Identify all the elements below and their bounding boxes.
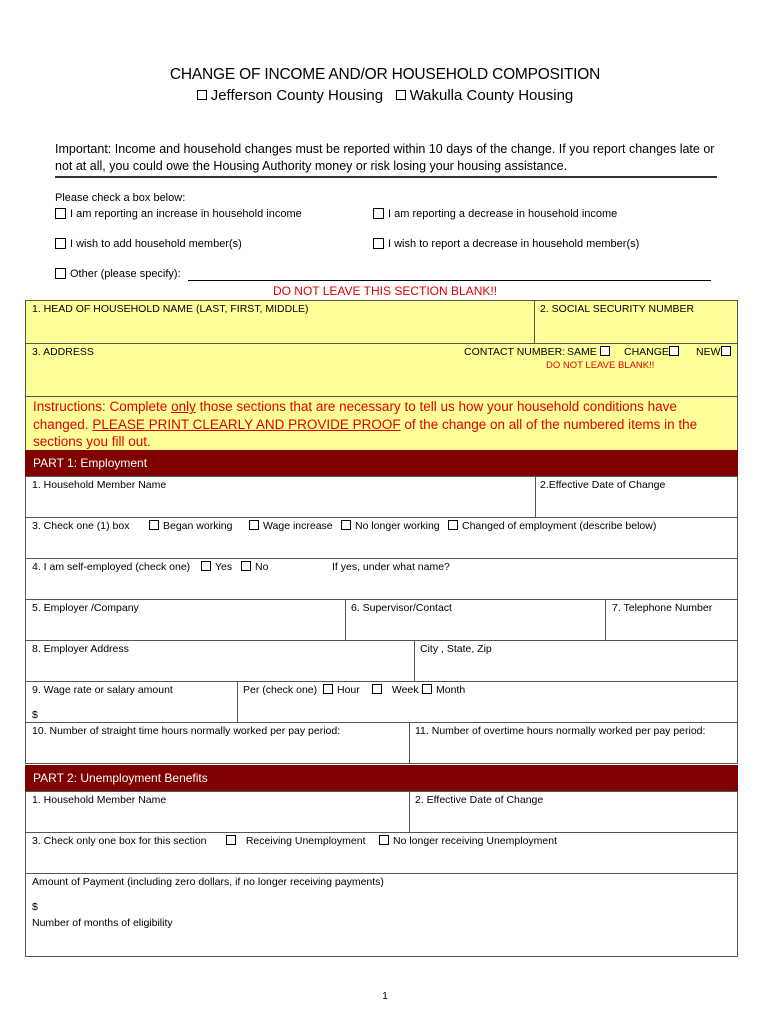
per-week-option[interactable]: [372, 684, 419, 696]
decrease-income-checkbox[interactable]: [373, 208, 384, 219]
self-employed-yes-label: Yes: [215, 561, 233, 573]
p2-effective-date-cell[interactable]: [409, 791, 738, 833]
changed-employment-checkbox[interactable]: [448, 520, 458, 530]
change-checkbox[interactable]: [669, 346, 679, 356]
p1-member-name-cell[interactable]: [25, 476, 536, 518]
form-title: CHANGE OF INCOME AND/OR HOUSEHOLD COMPOSITION: [169, 66, 601, 83]
instructions-clearly: PLEASE PRINT CLEARLY AND PROVIDE PROOF: [92, 416, 401, 432]
other-label: Other (please specify):: [70, 268, 181, 280]
contact-warning: DO NOT LEAVE BLANK!!: [546, 360, 655, 371]
housing-options: [0, 87, 770, 104]
decrease-member-checkbox[interactable]: [373, 238, 384, 249]
instructions-part2: those sections that are necessary to tell us how your household conditions have changed.: [33, 399, 677, 432]
self-employed-label: 4. I am self-employed (check one): [32, 561, 191, 573]
employer-cell[interactable]: [25, 599, 346, 641]
per-month-label: Month: [436, 684, 466, 696]
no-longer-receiving-option[interactable]: [379, 835, 557, 847]
changed-employment-label: Changed of employment (describe below): [462, 520, 657, 532]
receiving-option[interactable]: [226, 835, 365, 847]
employer-address-label: 8. Employer Address: [32, 643, 129, 655]
no-longer-working-label: No longer working: [355, 520, 440, 532]
overtime-hours-label: 11. Number of overtime hours normally worked per pay period:: [415, 725, 706, 737]
p1-member-name-label: 1. Household Member Name: [32, 479, 167, 491]
self-employed-yes-option[interactable]: [201, 561, 232, 573]
p2-member-name-label: 1. Household Member Name: [32, 794, 167, 806]
per-week-checkbox[interactable]: [372, 684, 382, 694]
p1-check-one-cell: [25, 517, 738, 559]
important-text: Income and household changes must be reported within 10 days of the change. If you report changes late or not at all, you could owe the Housing Authority money or risk losing your housing assistance.: [55, 142, 715, 173]
per-hour-checkbox[interactable]: [323, 684, 333, 694]
decrease-member-label: I wish to report a decrease in household member(s): [388, 238, 640, 250]
wakulla-label: Wakulla County Housing: [409, 87, 574, 104]
receiving-label: Receiving Unemployment: [245, 835, 366, 847]
ssn-cell[interactable]: [534, 300, 738, 344]
began-working-label: Began working: [163, 520, 233, 532]
began-working-checkbox[interactable]: [149, 520, 159, 530]
per-month-option[interactable]: [422, 684, 465, 696]
no-longer-working-option[interactable]: [341, 520, 440, 532]
under-name-label: If yes, under what name?: [332, 561, 450, 573]
per-hour-option[interactable]: [323, 684, 360, 696]
per-label: Per (check one): [243, 684, 318, 696]
instructions-cell: [25, 396, 738, 450]
check-heading: Please check a box below:: [55, 192, 186, 204]
head-name-cell[interactable]: [25, 300, 535, 344]
no-longer-receiving-label: No longer receiving Unemployment: [393, 835, 557, 847]
same-label: SAME: [567, 346, 597, 358]
contact-label: CONTACT NUMBER:: [464, 346, 566, 358]
same-option[interactable]: [567, 346, 614, 358]
p2-effective-date-label: 2. Effective Date of Change: [415, 794, 544, 806]
wage-increase-option[interactable]: [249, 520, 333, 532]
same-checkbox[interactable]: [600, 346, 610, 356]
employer-address-cell[interactable]: [25, 640, 415, 682]
instructions-part3: of the change on all of the numbered items in the sections you fill out.: [33, 416, 698, 449]
jefferson-checkbox[interactable]: [197, 90, 207, 100]
straight-hours-label: 10. Number of straight time hours normally worked per pay period:: [32, 725, 341, 737]
address-cell[interactable]: [25, 343, 738, 397]
self-employed-no-option[interactable]: [241, 561, 268, 573]
telephone-label: 7. Telephone Number: [612, 602, 713, 614]
add-member-label: I wish to add household member(s): [70, 238, 242, 250]
change-option[interactable]: [624, 346, 683, 358]
divider: [55, 176, 717, 178]
wage-rate-label: 9. Wage rate or salary amount: [32, 684, 173, 696]
p1-self-employed-cell: [25, 558, 738, 600]
per-month-checkbox[interactable]: [422, 684, 432, 694]
p1-effective-date-cell[interactable]: [535, 476, 738, 518]
instructions-text: [33, 398, 733, 451]
instructions-only: only: [171, 399, 196, 414]
per-hour-label: Hour: [337, 684, 360, 696]
self-employed-no-checkbox[interactable]: [241, 561, 251, 571]
new-checkbox[interactable]: [721, 346, 731, 356]
receiving-checkbox[interactable]: [226, 835, 236, 845]
address-label: 3. ADDRESS: [32, 346, 94, 358]
no-longer-working-checkbox[interactable]: [341, 520, 351, 530]
p2-check-only-cell: [25, 832, 738, 874]
no-longer-receiving-checkbox[interactable]: [379, 835, 389, 845]
straight-hours-cell[interactable]: [25, 722, 410, 764]
other-specify-line[interactable]: [188, 280, 711, 281]
important-notice: [55, 141, 725, 175]
began-working-option[interactable]: [149, 520, 232, 532]
add-member-checkbox[interactable]: [55, 238, 66, 249]
other-option[interactable]: [55, 268, 181, 280]
overtime-hours-cell[interactable]: [409, 722, 738, 764]
wakulla-checkbox[interactable]: [396, 90, 406, 100]
decrease-income-option[interactable]: [373, 208, 617, 220]
wage-rate-cell[interactable]: [25, 681, 238, 723]
city-state-zip-label: City , State, Zip: [420, 643, 492, 655]
jefferson-label: Jefferson County Housing: [210, 87, 384, 104]
section-warning: DO NOT LEAVE THIS SECTION BLANK!!: [272, 284, 498, 298]
p1-check-one-label: 3. Check one (1) box: [32, 520, 130, 532]
increase-income-checkbox[interactable]: [55, 208, 66, 219]
change-label: CHANGE: [624, 346, 669, 358]
self-employed-no-label: No: [255, 561, 269, 573]
part2-header: PART 2: Unemployment Benefits: [25, 765, 738, 792]
payment-dollar: $: [32, 901, 38, 913]
decrease-member-option[interactable]: [373, 238, 639, 250]
wage-dollar: $: [32, 709, 38, 721]
increase-income-label: I am reporting an increase in household income: [70, 208, 302, 220]
other-checkbox[interactable]: [55, 268, 66, 279]
new-option[interactable]: [696, 346, 735, 358]
changed-employment-option[interactable]: [448, 520, 656, 532]
months-eligibility-label: Number of months of eligibility: [32, 917, 173, 929]
add-member-option[interactable]: [55, 238, 242, 250]
wage-increase-label: Wage increase: [263, 520, 333, 532]
city-state-zip-cell[interactable]: [414, 640, 738, 682]
payment-cell[interactable]: [25, 873, 738, 957]
wage-increase-checkbox[interactable]: [249, 520, 259, 530]
self-employed-yes-checkbox[interactable]: [201, 561, 211, 571]
per-week-label: Week: [391, 684, 419, 696]
head-name-label: 1. HEAD OF HOUSEHOLD NAME (LAST, FIRST, MIDDLE): [32, 303, 309, 315]
instructions-part1: Instructions: Complete: [33, 399, 172, 414]
p2-check-only-label: 3. Check only one box for this section: [32, 835, 207, 847]
telephone-cell[interactable]: [605, 599, 738, 641]
ssn-label: 2. SOCIAL SECURITY NUMBER: [540, 303, 695, 315]
part1-header: PART 1: Employment: [25, 450, 738, 477]
p1-effective-date-label: 2.Effective Date of Change: [540, 479, 666, 491]
employer-label: 5. Employer /Company: [32, 602, 139, 614]
p2-member-name-cell[interactable]: [25, 791, 410, 833]
decrease-income-label: I am reporting a decrease in household income: [388, 208, 618, 220]
supervisor-cell[interactable]: [345, 599, 606, 641]
page-number: 1: [382, 991, 388, 1002]
increase-income-option[interactable]: [55, 208, 302, 220]
new-label: NEW: [696, 346, 721, 358]
per-cell: [237, 681, 738, 723]
important-label: Important:: [55, 142, 112, 156]
supervisor-label: 6. Supervisor/Contact: [351, 602, 452, 614]
payment-amount-label: Amount of Payment (including zero dollars, if no longer receiving payments): [32, 876, 384, 888]
